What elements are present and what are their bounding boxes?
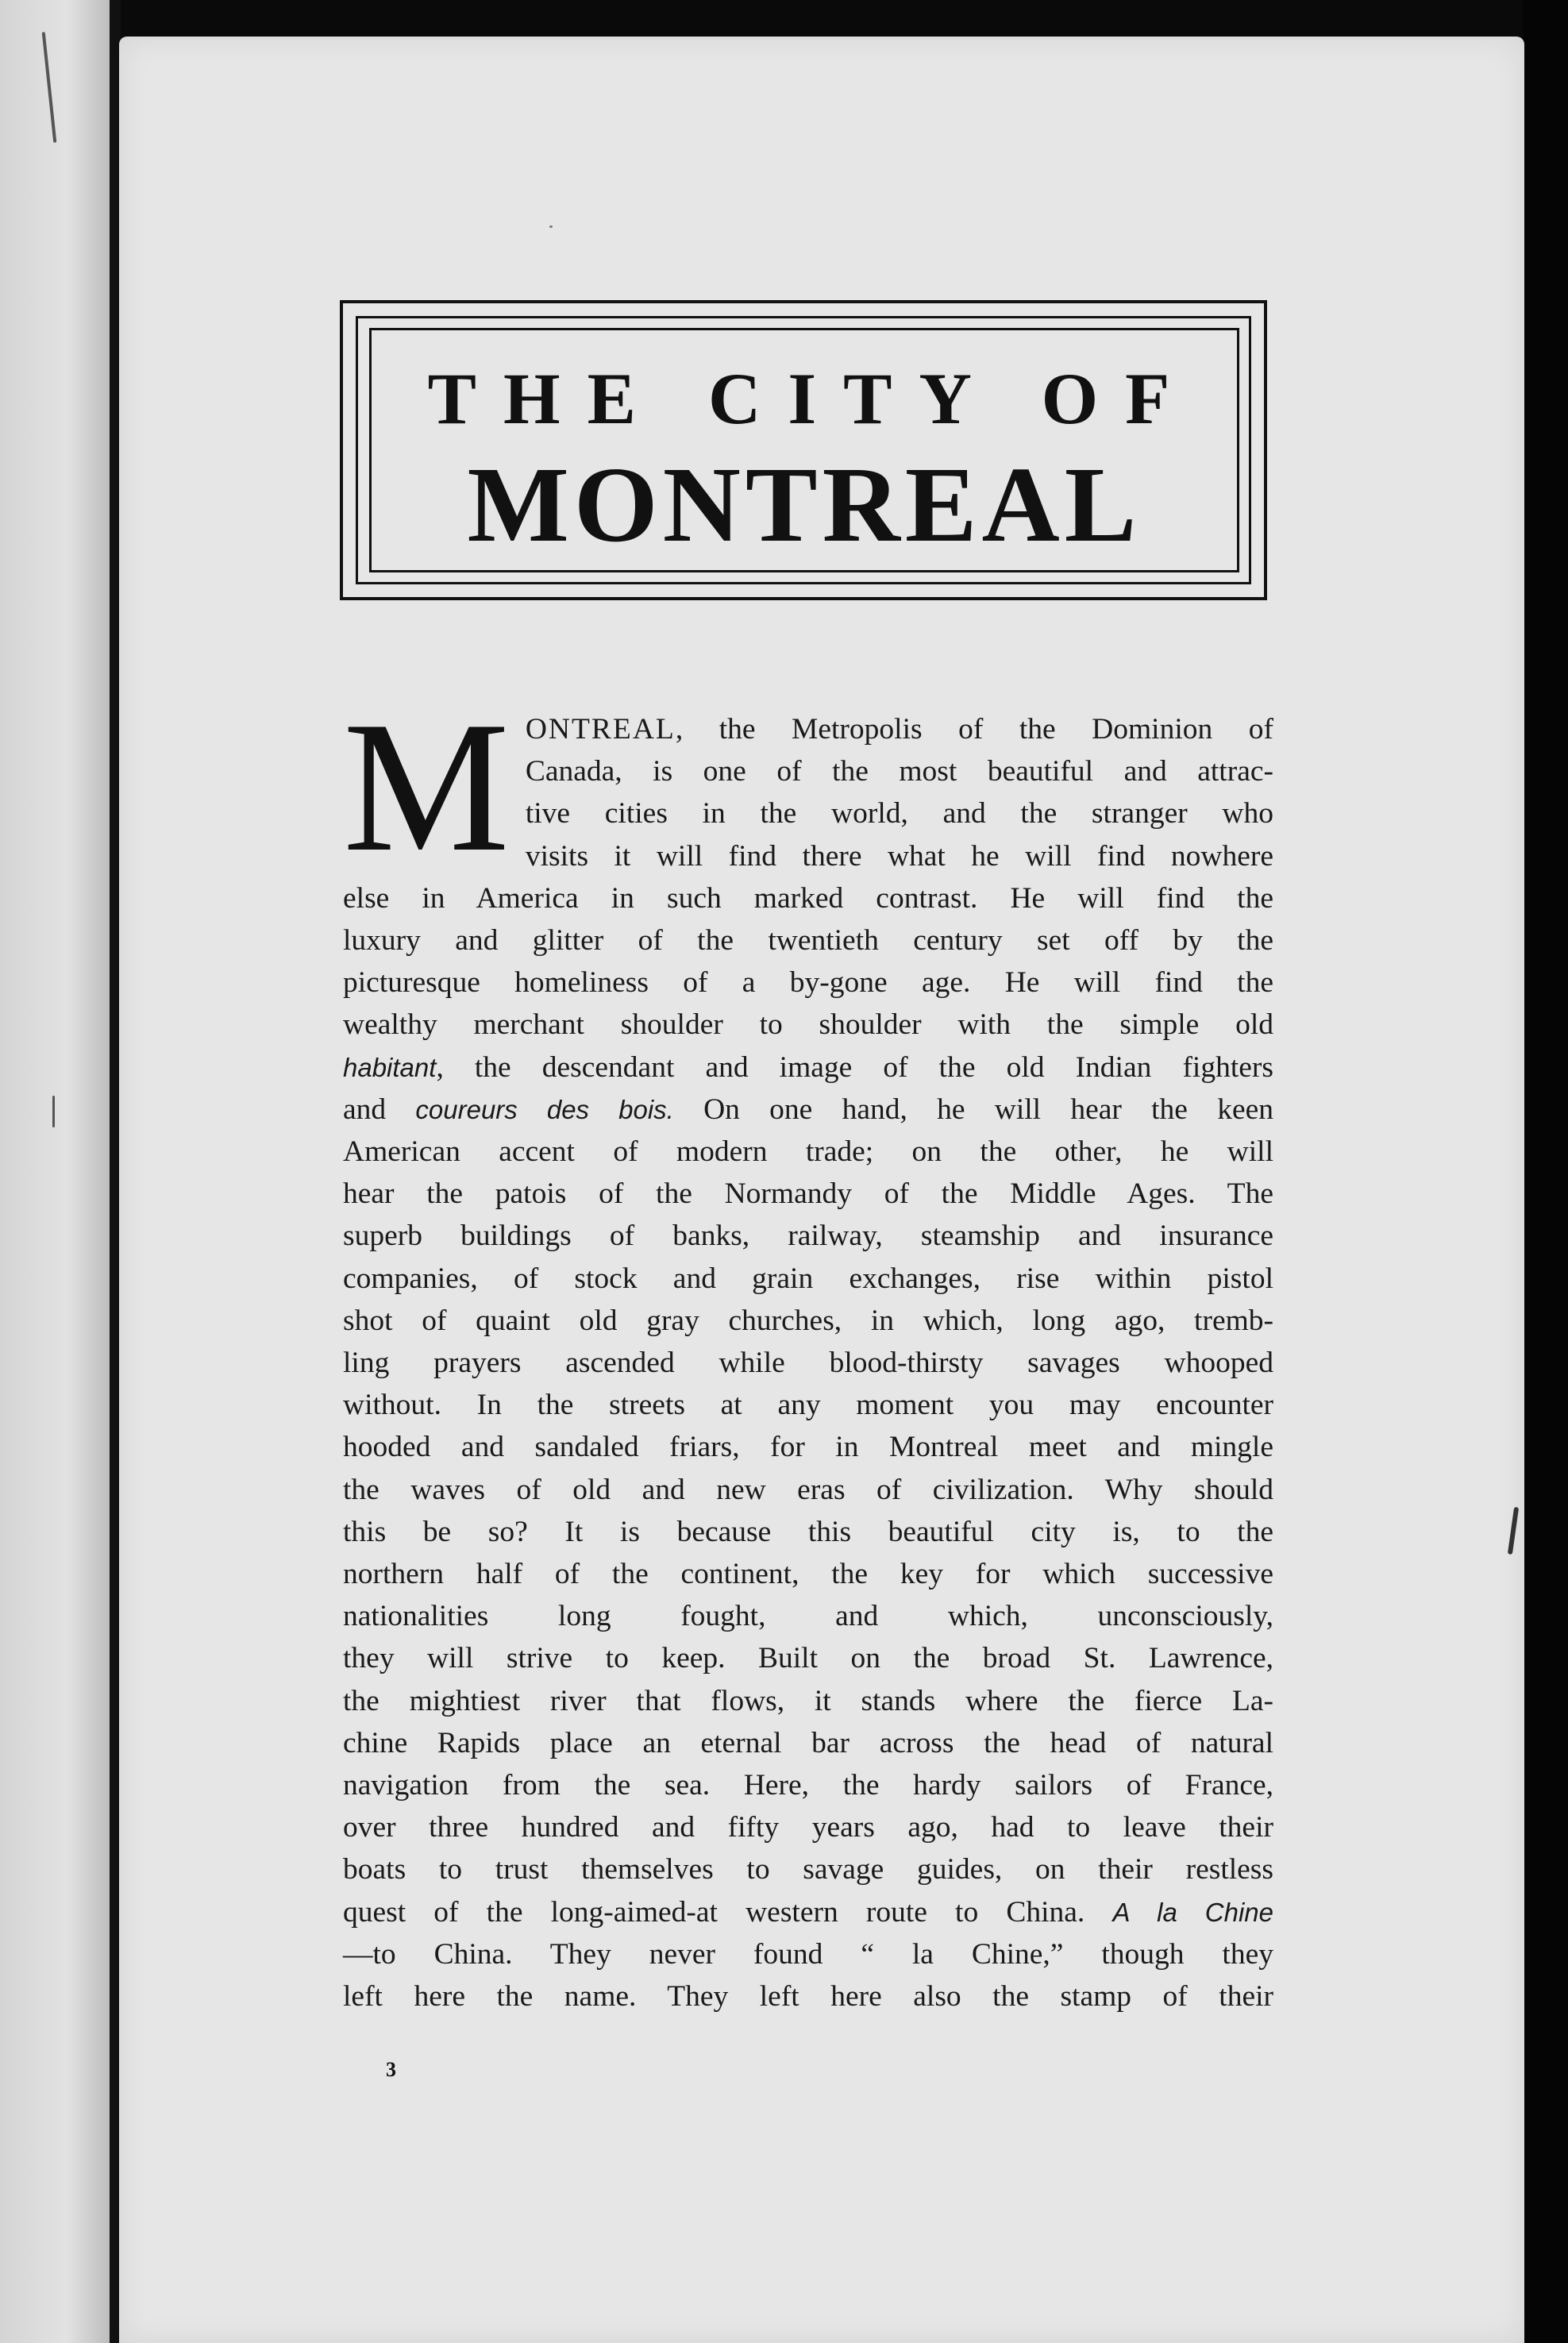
body-line: ONTREAL, the Metropolis of the Dominion of bbox=[525, 713, 1273, 746]
body-line: the waves of old and new eras of civilization. Why should bbox=[343, 1473, 1273, 1506]
body-line: else in America in such marked contrast. He will find the bbox=[343, 881, 1273, 915]
title-line-1: THE CITY OF bbox=[427, 358, 1197, 439]
title-box bbox=[340, 300, 1267, 600]
lead-smallcaps: ONTREAL bbox=[525, 713, 676, 746]
body-line: wealthy merchant shoulder to shoulder with the simple old bbox=[343, 1008, 1273, 1042]
page-number: 3 bbox=[386, 2058, 396, 2081]
body-line: and coureurs des bois. On one hand, he will hear the keen bbox=[343, 1093, 1274, 1126]
body-line: superb buildings of banks, railway, steamship and insurance bbox=[343, 1220, 1273, 1253]
body-line: companies, of stock and grain exchanges, rise within pistol bbox=[343, 1262, 1273, 1295]
body-line: navigation from the sea. Here, the hardy sailors of France, bbox=[343, 1769, 1273, 1802]
body-line: visits it will find there what he will find nowhere bbox=[525, 839, 1273, 873]
body-line: northern half of the continent, the key for which successive bbox=[343, 1558, 1273, 1591]
body-line: left here the name. They left here also the stamp of their bbox=[343, 1980, 1273, 2014]
right-background bbox=[1523, 0, 1568, 2343]
body-line: nationalities long fought, and which, unconsciously, bbox=[343, 1600, 1273, 1633]
body-line: habitant, the descendant and image of the old Indian fighters bbox=[343, 1050, 1273, 1084]
body-line: without. In the streets at any moment you may encounter bbox=[343, 1389, 1273, 1422]
body-line: hooded and sandaled friars, for in Montreal meet and mingle bbox=[343, 1431, 1273, 1464]
title-line-2: MONTREAL bbox=[467, 445, 1142, 565]
body-line: quest of the long-aimed-at western route to China. A la Chine bbox=[343, 1895, 1273, 1929]
body-line: the mightiest river that flows, it stands where the fierce La- bbox=[343, 1684, 1273, 1717]
body-line: shot of quaint old gray churches, in which, long ago, tremb- bbox=[343, 1304, 1273, 1337]
body-line: hear the patois of the Normandy of the Middle Ages. The bbox=[343, 1177, 1273, 1211]
drop-cap: M bbox=[343, 684, 510, 891]
body-line: boats to trust themselves to savage guides, on their restless bbox=[343, 1853, 1273, 1886]
body-line: ling prayers ascended while blood-thirsty savages whooped bbox=[343, 1347, 1273, 1380]
paper-speck bbox=[549, 225, 553, 228]
body-line: this be so? It is because this beautiful city is, to the bbox=[343, 1515, 1273, 1548]
body-line: luxury and glitter of the twentieth century set off by the bbox=[343, 924, 1273, 958]
italic-phrase: coureurs des bois. bbox=[415, 1094, 674, 1124]
italic-phrase: A la Chine bbox=[1112, 1897, 1273, 1927]
body-line: over three hundred and fifty years ago, had to leave their bbox=[343, 1811, 1273, 1844]
body-line: —to China. They never found “ la Chine,” though they bbox=[343, 1937, 1273, 1971]
body-lines bbox=[343, 684, 1274, 2017]
body-line: Canada, is one of the most beautiful and attrac- bbox=[525, 755, 1273, 788]
body-text bbox=[343, 684, 1274, 2017]
body-line: they will strive to keep. Built on the broad St. Lawrence, bbox=[343, 1642, 1273, 1675]
title-box-innermost-border bbox=[369, 328, 1239, 572]
title-box-inner-border bbox=[356, 316, 1251, 584]
left-page-edge bbox=[0, 0, 111, 2343]
body-line: chine Rapids place an eternal bar across the head of natural bbox=[343, 1726, 1273, 1759]
body-line: American accent of modern trade; on the other, he will bbox=[343, 1135, 1273, 1169]
body-line: picturesque homeliness of a by-gone age. He will find the bbox=[343, 966, 1273, 1000]
italic-phrase: habitant bbox=[343, 1052, 437, 1082]
body-line: tive cities in the world, and the stranger who bbox=[525, 797, 1273, 830]
